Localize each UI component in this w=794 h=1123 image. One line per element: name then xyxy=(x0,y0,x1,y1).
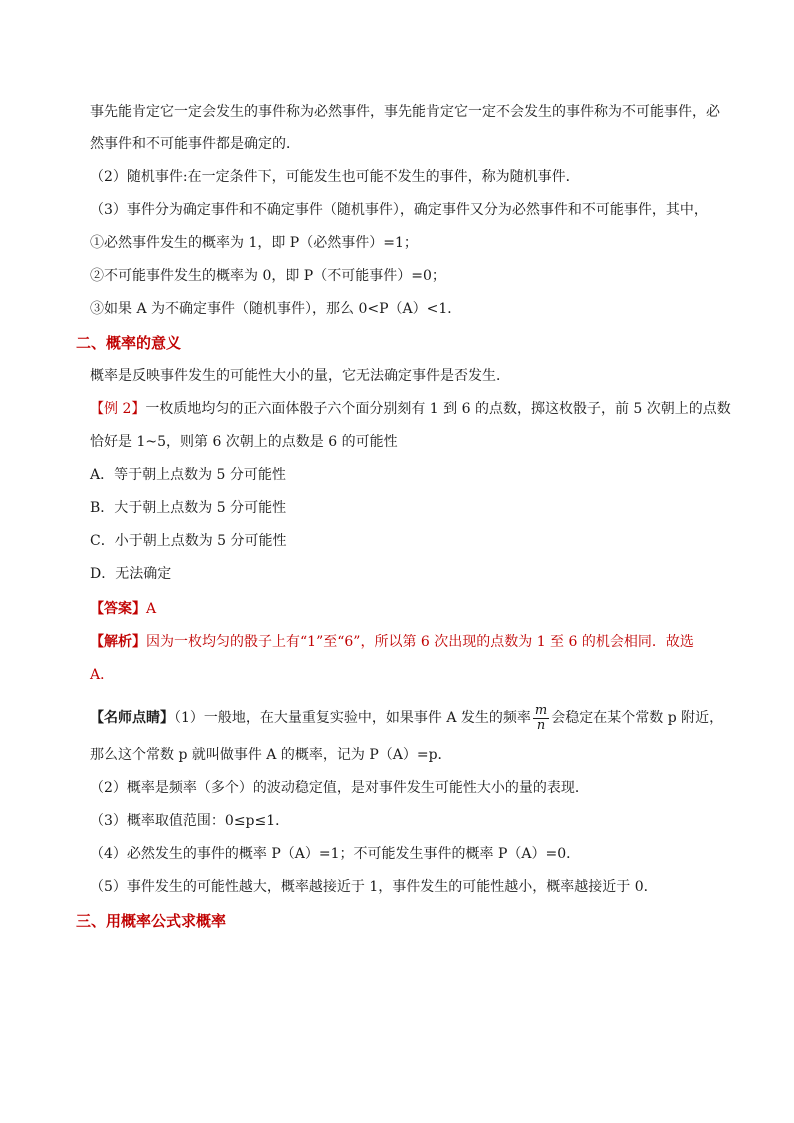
tip-line-2: 那么这个常数 p 就叫做事件 A 的概率，记为 P（A）=p． xyxy=(90,747,452,763)
example-tag: 【例 2】 xyxy=(90,401,146,417)
intro-line-6: ②不可能事件发生的概率为 0，即 P（不可能事件）=0； xyxy=(90,268,446,284)
intro-line-1: 事先能肯定它一定会发生的事件称为必然事件，事先能肯定它一定不会发生的事件称为不可能事件，必 xyxy=(90,104,720,120)
answer-line xyxy=(90,599,156,619)
tip-line-4: （3）概率取值范围：0≤p≤1． xyxy=(90,813,290,829)
fraction-numerator: m xyxy=(534,702,548,718)
option-c: C．小于朝上点数为 5 分可能性 xyxy=(90,533,287,549)
intro-line-7: ③如果 A 为不确定事件（随机事件），那么 0<P（A）<1． xyxy=(90,301,462,317)
intro-line-2: 然事件和不可能事件都是确定的． xyxy=(90,136,300,152)
tip-line-6: （5）事件发生的可能性越大，概率越接近于 1，事件发生的可能性越小，概率越接近于 0． xyxy=(90,879,658,895)
analysis-tag: 【解析】 xyxy=(90,634,146,650)
option-d: D．无法确定 xyxy=(90,566,172,582)
analysis-text-1: 因为一枚均匀的骰子上有“1”至“6”，所以第 6 次出现的点数为 1 至 6 的机会相同．故选 xyxy=(146,634,694,650)
frequency-fraction xyxy=(533,704,549,733)
section-heading-2: 二、概率的意义 xyxy=(76,334,182,352)
analysis-line-2: A． xyxy=(90,667,115,683)
analysis-line-1 xyxy=(90,632,694,652)
tip-text-1a: （1）一般地，在大量重复实验中，如果事件 A 发生的频率 xyxy=(174,710,531,726)
option-a: A．等于朝上点数为 5 分可能性 xyxy=(90,467,286,483)
example-line-1 xyxy=(90,399,731,419)
intro-line-5: ①必然事件发生的概率为 1，即 P（必然事件）=1； xyxy=(90,235,418,251)
option-b: B．大于朝上点数为 5 分可能性 xyxy=(90,500,287,516)
section2-description: 概率是反映事件发生的可能性大小的量，它无法确定事件是否发生． xyxy=(90,368,510,384)
tip-line-5: （4）必然发生的事件的概率 P（A）=1；不可能发生事件的概率 P（A）=0． xyxy=(90,846,581,862)
answer-tag: 【答案】 xyxy=(90,601,146,617)
answer-value: A xyxy=(146,601,157,617)
intro-line-4: （3）事件分为确定事件和不确定事件（随机事件），确定事件又分为必然事件和不可能事件，其中， xyxy=(90,202,708,218)
example-line-2: 恰好是 1~5，则第 6 次朝上的点数是 6 的可能性 xyxy=(90,434,398,450)
fraction-denominator: n xyxy=(536,717,546,733)
tip-tag: 【名师点睛】 xyxy=(90,710,174,726)
section-heading-3: 三、用概率公式求概率 xyxy=(76,912,227,930)
example-text-1: 一枚质地均匀的正六面体骰子六个面分别刻有 1 到 6 的点数，掷这枚骰子，前 5 次朝上的点数 xyxy=(145,401,731,417)
tip-text-1b: 会稳定在某个常数 p 附近， xyxy=(551,710,724,726)
intro-line-3: （2）随机事件:在一定条件下，可能发生也可能不发生的事件，称为随机事件． xyxy=(90,169,580,185)
tip-line-1 xyxy=(90,700,723,736)
tip-line-3: （2）概率是频率（多个）的波动稳定值，是对事件发生可能性大小的量的表现． xyxy=(90,780,589,796)
